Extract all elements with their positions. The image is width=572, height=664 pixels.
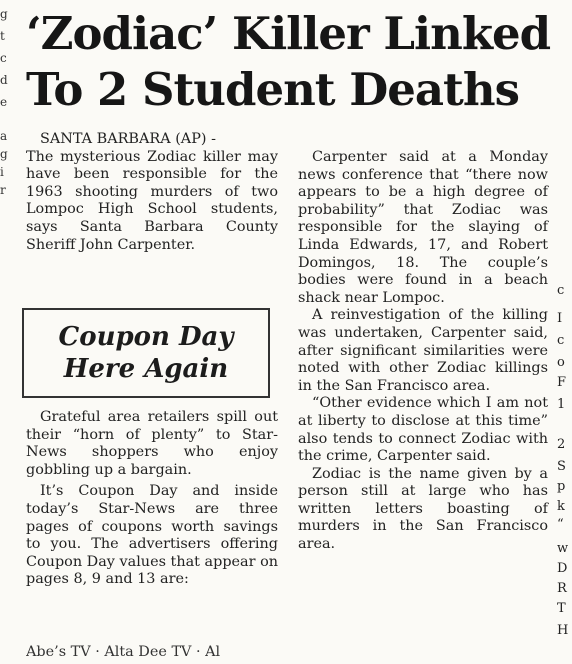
edge-fragment: T — [557, 601, 566, 616]
sidebar-cut-off-line: Abe’s TV · Alta Dee TV · Al — [26, 644, 221, 660]
edge-fragment: o — [557, 355, 565, 370]
edge-fragment: w — [557, 541, 569, 556]
sidebar-title-box — [22, 308, 270, 398]
article-paragraph: Carpenter said at a Monday news conference that “there now appears to be a high degree of probability” that Zodiac was responsible for the slaying of Linda Edwards, 17, and Robert Domingos, 18. The couple’s bodies were found in a beach shack near Lompoc. — [298, 149, 548, 306]
article-paragraph: “Other evidence which I am not at liberty to disclose at this time” also tends to connect Zodiac with the crime, Carpenter said. — [298, 395, 548, 465]
edge-fragment: t — [0, 29, 5, 43]
edge-fragment: i — [0, 165, 4, 179]
edge-fragment: g — [0, 147, 8, 161]
edge-fragment: c — [0, 51, 7, 65]
edge-fragment: 2 — [557, 437, 566, 452]
edge-fragment: D — [557, 561, 568, 576]
sidebar-paragraph: It’s Coupon Day and inside today’s Star-News are three pages of coupons worth savings to you. The advertisers offering Coupon Day values that appear on pages 8, 9 and 13 are: — [26, 483, 279, 588]
edge-fragment: 1 — [557, 397, 566, 412]
article-paragraph: The mysterious Zodiac killer may have been responsible for the 1963 shooting murders of two Lompoc High School students, says Santa Barbara County Sheriff John Carpenter. — [26, 148, 278, 253]
article-left-column — [26, 131, 278, 254]
edge-fragment: a — [0, 129, 8, 143]
edge-fragment: g — [0, 7, 8, 21]
edge-fragment: k — [557, 499, 565, 514]
edge-fragment: p — [557, 479, 566, 494]
article-paragraph: Zodiac is the name given by a person still at large who has written letters boasting of murders in the San Francisco area. — [298, 465, 548, 553]
article-dateline: SANTA BARBARA (AP) - — [40, 131, 216, 147]
right-page-edge-fragments — [553, 280, 572, 664]
left-page-edge-fragments — [0, 8, 10, 208]
sidebar-body — [26, 409, 278, 589]
edge-fragment: F — [557, 375, 567, 390]
edge-fragment: R — [557, 581, 567, 596]
sidebar-paragraph: Grateful area retailers spill out their “horn of plenty” to Star-News shoppers who enjoy gobbling up a bargain. — [26, 409, 278, 478]
edge-fragment: d — [0, 73, 8, 87]
article-paragraph: A reinvestigation of the killing was undertaken, Carpenter said, after significant similarities were noted with other Zodiac killings in the San Francisco area. — [298, 307, 548, 394]
edge-fragment: c — [557, 283, 565, 298]
edge-fragment: H — [557, 623, 569, 638]
headline — [26, 6, 566, 118]
headline-line-2: To 2 Student Deaths — [26, 63, 519, 116]
edge-fragment: “ — [557, 517, 564, 532]
edge-fragment: r — [0, 183, 6, 197]
article-right-column — [298, 149, 548, 554]
headline-line-1: ‘Zodiac’ Killer Linked — [26, 7, 551, 60]
edge-fragment: S — [557, 459, 566, 474]
sidebar-title-line-2: Here Again — [63, 354, 229, 384]
edge-fragment: c — [557, 333, 565, 348]
edge-fragment: I — [557, 311, 563, 326]
sidebar-title-line-1: Coupon Day — [58, 322, 234, 352]
edge-fragment: e — [0, 95, 8, 109]
